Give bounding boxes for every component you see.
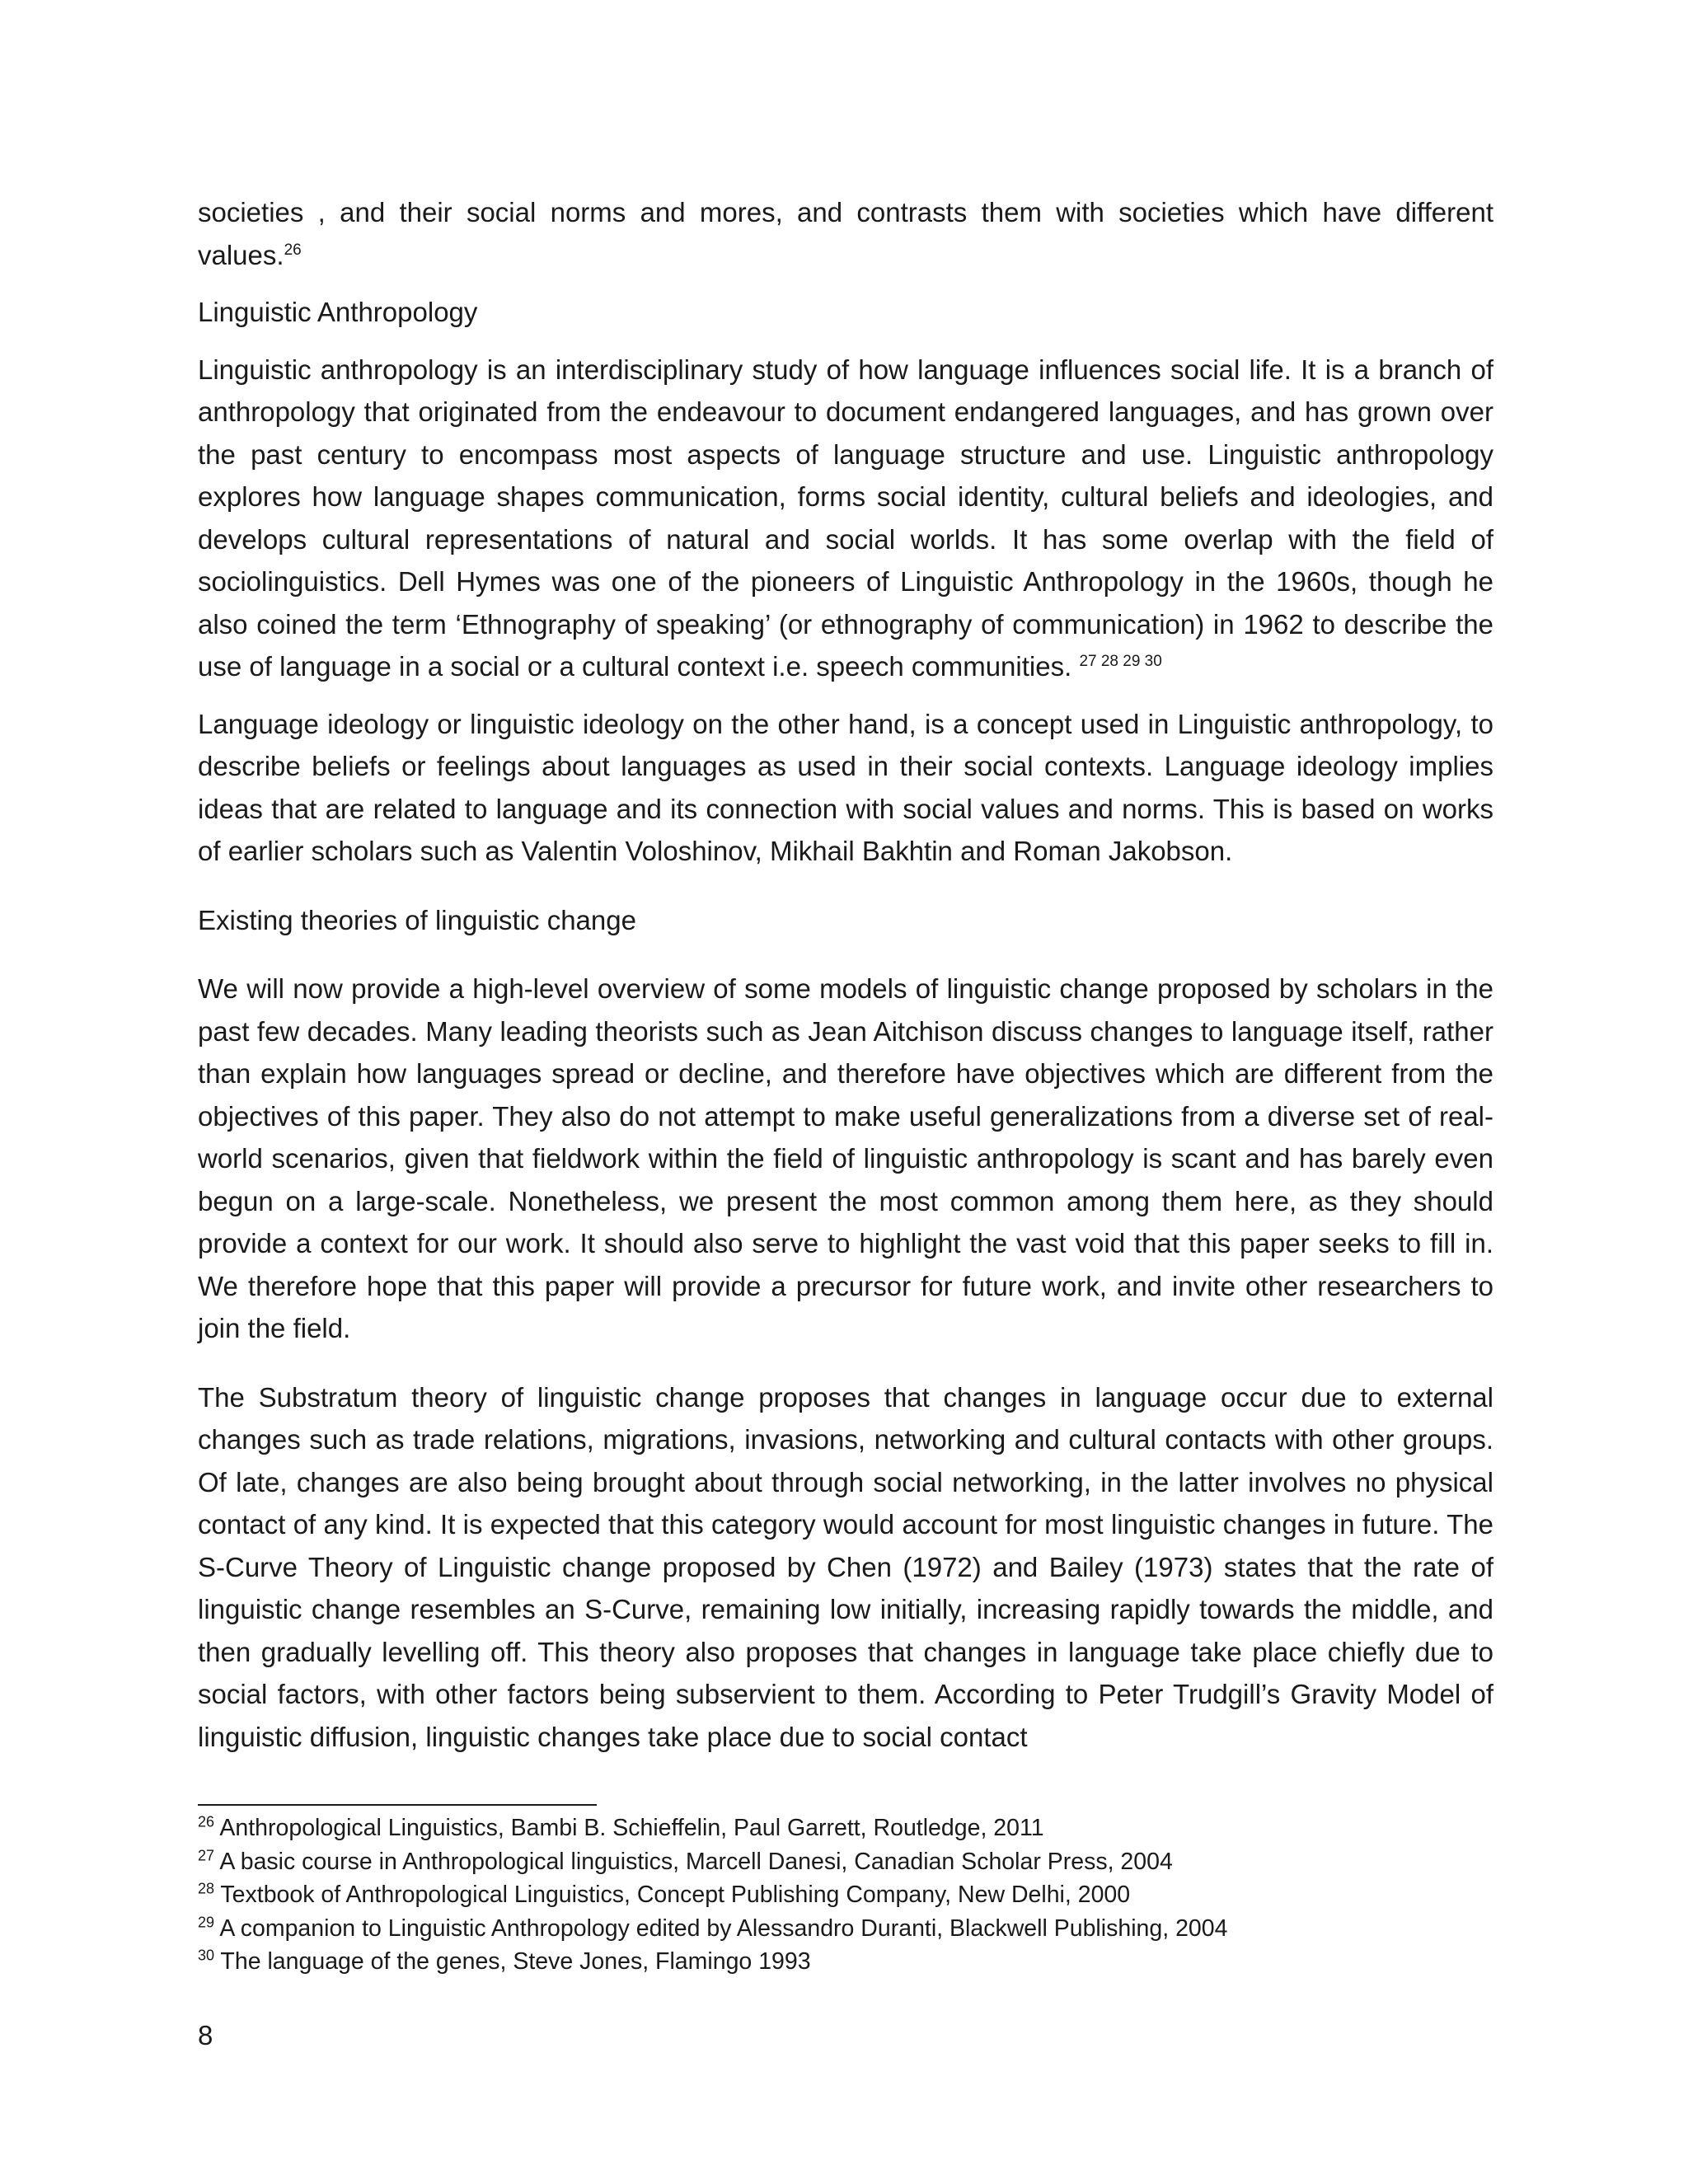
section-heading-theories: Existing theories of linguistic change bbox=[198, 904, 636, 935]
footnote-number: 28 bbox=[198, 1880, 215, 1897]
footnote-text: Textbook of Anthropological Linguistics, Concept Publishing Company, New Delhi, 2000 bbox=[214, 1882, 1131, 1908]
page-number: 8 bbox=[198, 2020, 213, 2050]
footnote-number: 26 bbox=[198, 1813, 215, 1830]
footnote-text: The language of the genes, Steve Jones, Flamingo 1993 bbox=[214, 1948, 811, 1975]
footnote-number: 30 bbox=[198, 1947, 215, 1964]
paragraph-text: societies , and their social norms and mores, and contrasts them with societies which have different values. bbox=[198, 197, 1493, 270]
footnote-item bbox=[198, 1878, 1493, 1912]
paragraph-text: Linguistic anthropology is an interdisciplinary study of how language influences social life. It is a branch of anthropology that originated from the endeavour to document endangered languages, and has grown over the past century to encompass most aspects of language structure and use. Linguistic anthropology explores how language shapes communication, forms social identity, cultural beliefs and ideologies, and develops cultural representations of natural and social worlds. It has some overlap with the field of sociolinguistics. Dell Hymes was one of the pioneers of Linguistic Anthropology in the 1960s, though he also coined the term ‘Ethnography of speaking’ (or ethnography of communication) in 1962 to describe the use of language in a social or a cultural context i.e. speech communities. bbox=[198, 354, 1493, 682]
paragraph-language-ideology: Language ideology or linguistic ideology on the other hand, is a concept used in Linguistic anthropology, to describe beliefs or feelings about languages as used in their social contexts. Language ideology implies ideas that are related to language and its connection with social values and norms. This is based on works of earlier scholars such as Valentin Voloshinov, Mikhail Bakhtin and Roman Jakobson. bbox=[198, 708, 1493, 866]
footnotes bbox=[198, 1811, 1493, 1979]
footnote-text: A basic course in Anthropological linguistics, Marcell Danesi, Canadian Scholar Press, 2004 bbox=[214, 1848, 1173, 1875]
paragraph-societies bbox=[198, 191, 1493, 276]
footnote-item bbox=[198, 1912, 1493, 1946]
footnote-ref[interactable]: 26 bbox=[284, 241, 302, 259]
footnote-number: 27 bbox=[198, 1847, 215, 1863]
footnote-text: Anthropological Linguistics, Bambi B. Schieffelin, Paul Garrett, Routledge, 2011 bbox=[214, 1815, 1044, 1841]
paragraph-linguistic-anthropology bbox=[198, 349, 1493, 688]
footnote-text: A companion to Linguistic Anthropology edited by Alessandro Duranti, Blackwell Publishing, 2004 bbox=[214, 1915, 1228, 1942]
footnote-item bbox=[198, 1845, 1493, 1879]
section-heading-linguistic-anthropology: Linguistic Anthropology bbox=[198, 297, 478, 327]
footnote-number: 29 bbox=[198, 1914, 215, 1930]
paragraph-substratum: The Substratum theory of linguistic change proposes that changes in language occur due to external changes such as trade relations, migrations, invasions, networking and cultural contacts with other groups. Of late, changes are also being brought about through social networking, in the latter involves no physical contact of any kind. It is expected that this category would account for most linguistic changes in future. The S-Curve Theory of Linguistic change proposed by Chen (1972) and Bailey (1973) states that the rate of linguistic change resembles an S-Curve, remaining low initially, increasing rapidly towards the middle, and then gradually levelling off. This theory also proposes that changes in language take place chiefly due to social factors, with other factors being subservient to them. According to Peter Trudgill’s Gravity Model of linguistic diffusion, linguistic changes take place due to social contact bbox=[198, 1381, 1493, 1752]
footnote-separator bbox=[198, 1804, 597, 1806]
footnote-refs[interactable]: 27 28 29 30 bbox=[1079, 653, 1162, 670]
page-body bbox=[198, 191, 1493, 1758]
paragraph-overview: We will now provide a high-level overview of some models of linguistic change proposed by scholars in the past few decades. Many leading theorists such as Jean Aitchison discuss changes to language itself, rather than explain how languages spread or decline, and therefore have objectives which are different from the objectives of this paper. They also do not attempt to make useful generalizations from a diverse set of real-world scenarios, given that fieldwork within the field of linguistic anthropology is scant and has barely even begun on a large-scale. Nonetheless, we present the most common among them here, as they should provide a context for our work. It should also serve to highlight the vast void that this paper seeks to fill in. We therefore hope that this paper will provide a precursor for future work, and invite other researchers to join the field. bbox=[198, 973, 1493, 1343]
footnote-item bbox=[198, 1811, 1493, 1845]
footnote-item bbox=[198, 1945, 1493, 1979]
